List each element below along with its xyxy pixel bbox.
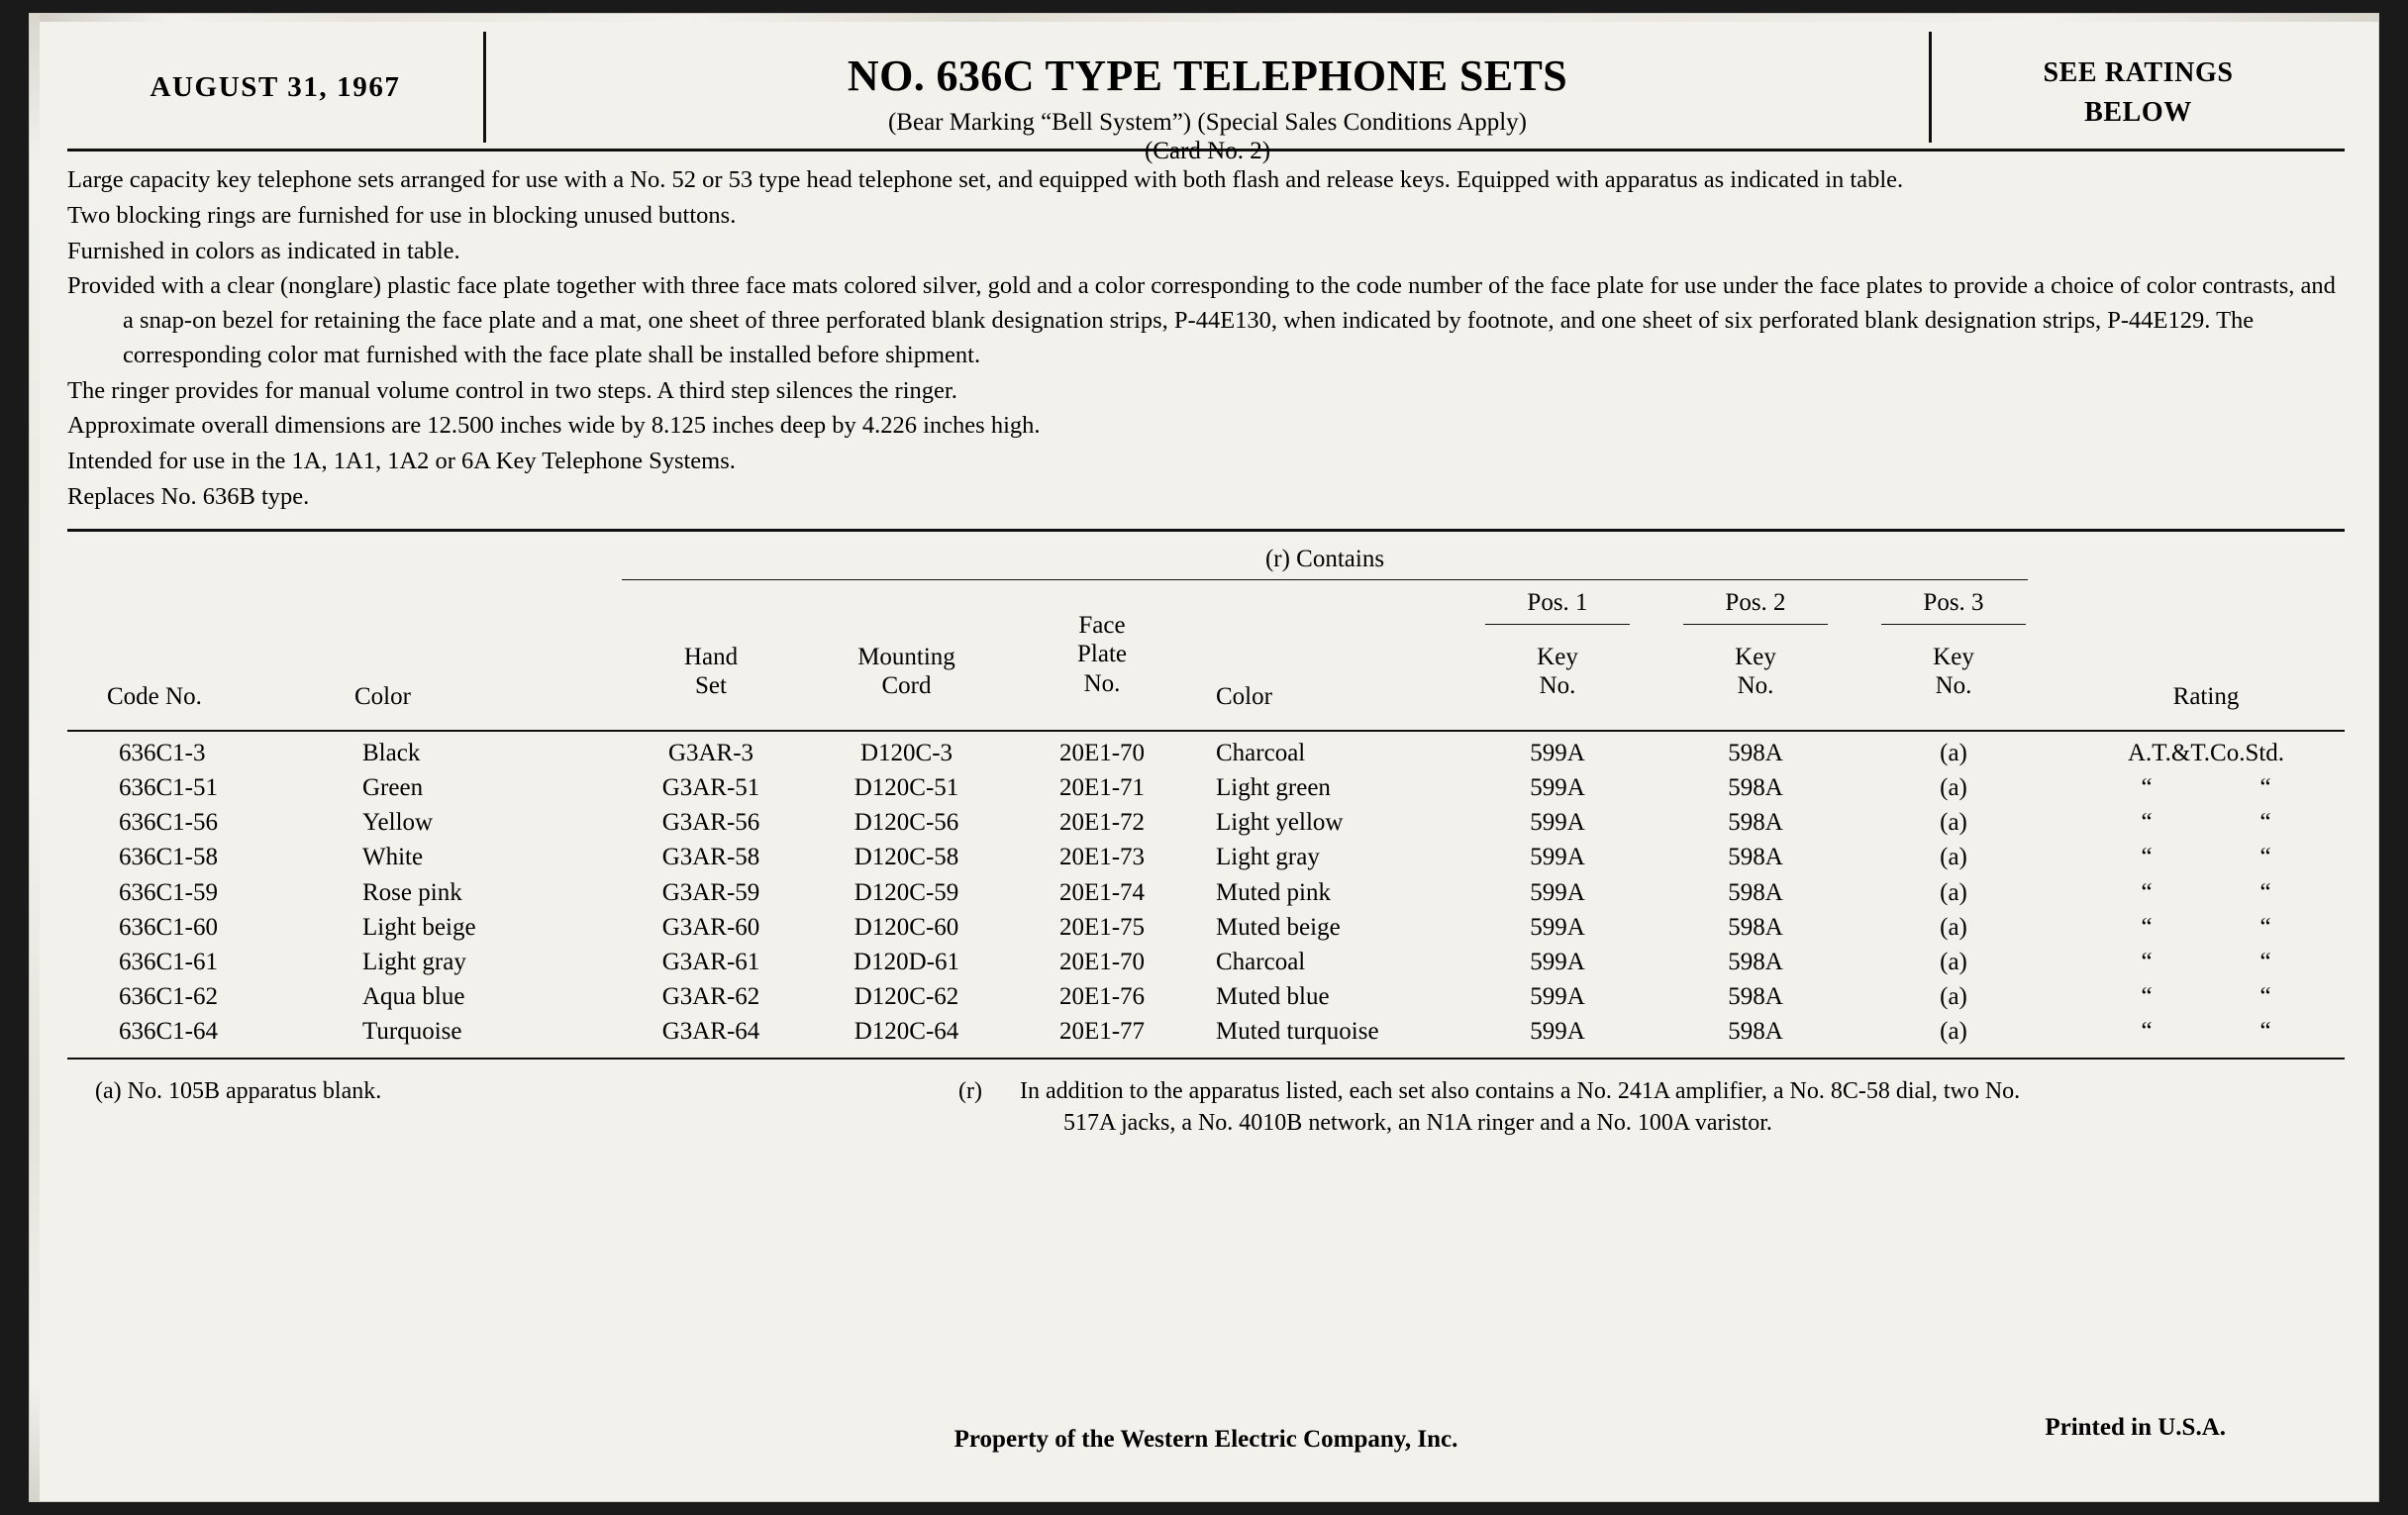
cell-face-plate-no: 20E1-74: [1058, 878, 1146, 906]
cell-color: Black: [362, 739, 421, 766]
cell-mounting-cord: D120C-58: [853, 844, 959, 871]
footnote-r: [958, 1075, 2364, 1140]
document-page: [30, 14, 2378, 1501]
note-paragraph: [67, 445, 2345, 479]
cell-mounting-cord: D120C-56: [853, 809, 959, 837]
col-header-hand-set-line1: Hand: [683, 643, 739, 670]
table-row: [67, 809, 2345, 844]
cell-key-no-3: (a): [1940, 844, 1967, 871]
pos-1-label: Pos. 1: [1527, 588, 1588, 616]
note-line: before shipment.: [817, 341, 981, 368]
note-paragraph: [67, 269, 2345, 372]
cell-key-no-3: (a): [1940, 878, 1967, 906]
col-header-color: Color: [354, 682, 411, 710]
footnote-r-line-1: In addition to the apparatus listed, each set also contains a No. 241A amplifier, a No. 8C-58 dial, two No.: [1020, 1077, 2021, 1104]
header-date: AUGUST 31, 1967: [150, 70, 401, 103]
cell-rating-ditto-2: “: [2259, 774, 2271, 801]
cell-key-no-2: 598A: [1728, 739, 1783, 766]
pos-3-label: Pos. 3: [1923, 588, 1984, 616]
col-header-face-plate-line2: Plate: [1077, 641, 1127, 668]
cell-rating-ditto-2: “: [2259, 1018, 2271, 1046]
cell-key-no-3: (a): [1940, 809, 1967, 837]
cell-code-no: 636C1-61: [119, 948, 218, 975]
col-header-face-plate-line1: Face: [1078, 611, 1126, 639]
description-notes: [67, 163, 2345, 515]
cell-hand-set: G3AR-61: [661, 948, 760, 975]
cell-code-no: 636C1-56: [119, 809, 218, 837]
note-paragraph: [67, 163, 2345, 198]
col-header-code-no: Code No.: [107, 682, 202, 710]
cell-hand-set: G3AR-3: [667, 739, 754, 766]
cell-key-no-2: 598A: [1728, 913, 1783, 941]
cell-rating: [2057, 983, 2355, 1011]
cell-face-plate-no: 20E1-73: [1058, 844, 1146, 871]
cell-key-no-2: 598A: [1728, 948, 1783, 975]
ratings-note-line-1: SEE RATINGS: [2043, 57, 2234, 88]
col-header-key-no-1: [1483, 643, 1632, 701]
cell-mounting-cord: D120C-3: [859, 739, 953, 766]
cell-rating-ditto-1: “: [2141, 948, 2153, 975]
cell-face-plate-no: 20E1-71: [1058, 774, 1146, 801]
col-header-rating: Rating: [2172, 682, 2240, 710]
col-header-face-plate-no: [1013, 611, 1191, 699]
cell-rating-ditto-1: “: [2141, 913, 2153, 941]
pos-3-rule: [1881, 624, 2026, 625]
note-line: Large capacity key telephone sets arranged for use with a No. 52 or 53 type head telephone set, and equipped with both flash and release keys. Equipped with apparatus as: [67, 166, 1725, 193]
page-header: [67, 32, 2345, 164]
cell-rating-ditto-2: “: [2259, 878, 2271, 906]
note-line: The ringer provides for manual volume control in two steps. A third step silences the ringer.: [67, 376, 957, 404]
cell-rating-ditto-2: “: [2259, 983, 2271, 1011]
cell-contains-color: Light green: [1216, 774, 1331, 801]
cell-key-no-1: 599A: [1530, 809, 1585, 837]
note-line: the face plates to provide a choice of color contrasts, and a snap-on bezel for retaining the face plate and a mat, one sheet of three perforated blank designation strips, P-44E130,: [123, 272, 2336, 335]
cell-hand-set: G3AR-58: [661, 844, 760, 871]
cell-rating: [2057, 740, 2355, 767]
note-line: when indicated by footnote, and one sheet of six perforated blank designation strips, P-44E129. The corresponding color mat furnished with the face plate shall be installed: [123, 307, 2255, 368]
cell-key-no-2: 598A: [1728, 1018, 1783, 1046]
table-row: [67, 774, 2345, 809]
col-header-mounting-cord: [800, 643, 1013, 701]
table-bottom-rule: [67, 1058, 2345, 1060]
note-line: Approximate overall dimensions are 12.500 inches wide by 8.125 inches deep by 4.226 inches high.: [67, 412, 1041, 440]
footnote-r-body: [1020, 1075, 2364, 1140]
cell-color: Green: [362, 774, 424, 801]
cell-hand-set: G3AR-64: [661, 1018, 760, 1046]
col-header-face-plate-line3: No.: [1083, 669, 1121, 697]
note-line: Two blocking rings are furnished for use in blocking unused buttons.: [67, 201, 737, 229]
cell-hand-set: G3AR-51: [661, 774, 760, 801]
cell-color: Rose pink: [362, 878, 462, 906]
cell-rating: [2057, 844, 2355, 871]
cell-rating-ditto-1: “: [2141, 809, 2153, 837]
contains-group-rule: [622, 579, 2028, 580]
cell-key-no-3: (a): [1940, 913, 1967, 941]
cell-key-no-1: 599A: [1530, 844, 1585, 871]
pos-1-rule: [1485, 624, 1630, 625]
cell-mounting-cord: D120C-62: [853, 983, 959, 1011]
note-paragraph: [67, 409, 2345, 444]
cell-code-no: 636C1-60: [119, 913, 218, 941]
cell-mounting-cord: D120C-60: [853, 913, 959, 941]
note-line: Replaces No. 636B type.: [67, 483, 310, 511]
note-paragraph: [67, 480, 2345, 515]
cell-code-no: 636C1-51: [119, 774, 218, 801]
cell-rating-ditto-2: “: [2259, 809, 2271, 837]
cell-rating-ditto-1: “: [2141, 983, 2153, 1011]
cell-rating-ditto-1: “: [2141, 844, 2153, 871]
cell-face-plate-no: 20E1-77: [1058, 1018, 1146, 1046]
cell-key-no-3: (a): [1940, 774, 1967, 801]
col-header-hand-set-line2: Set: [695, 672, 727, 700]
scan-edge-left: [30, 14, 40, 1501]
page-subtitle-2: (Card No. 2): [1144, 137, 1271, 164]
cell-key-no-3: (a): [1940, 1018, 1967, 1046]
note-paragraph: [67, 235, 2345, 269]
cell-contains-color: Muted beige: [1216, 913, 1341, 941]
page-title: NO. 636C TYPE TELEPHONE SETS: [847, 51, 1568, 100]
page-subtitle-1: (Bear Marking “Bell System”) (Special Sales Conditions Apply): [887, 109, 1528, 137]
cell-color: Aqua blue: [362, 983, 465, 1011]
cell-color: White: [362, 844, 424, 871]
cell-color: Turquoise: [362, 1018, 462, 1046]
cell-code-no: 636C1-62: [119, 983, 218, 1011]
cell-rating: [2057, 809, 2355, 837]
pos-2-rule: [1683, 624, 1828, 625]
cell-mounting-cord: D120C-51: [853, 774, 959, 801]
cell-code-no: 636C1-3: [119, 739, 206, 766]
ratings-note-line-2: BELOW: [2084, 97, 2192, 128]
header-ratings-cell: [1929, 32, 2345, 143]
cell-key-no-2: 598A: [1728, 844, 1783, 871]
pos-2-label: Pos. 2: [1725, 588, 1786, 616]
cell-key-no-1: 599A: [1530, 948, 1585, 975]
col-header-hand-set: [622, 643, 800, 701]
cell-rating: [2057, 1018, 2355, 1046]
col-header-key-no-3: [1879, 643, 2028, 701]
cell-code-no: 636C1-59: [119, 878, 218, 906]
cell-mounting-cord: D120D-61: [853, 948, 959, 975]
table-row: [67, 914, 2345, 949]
cell-contains-color: Light yellow: [1216, 809, 1344, 837]
col-header-key-no-3-line2: No.: [1935, 672, 1972, 700]
col-header-mounting-cord-line1: Mounting: [857, 643, 955, 670]
cell-color: Yellow: [362, 809, 434, 837]
cell-rating: [2057, 949, 2355, 976]
footnote-r-marker: (r): [958, 1077, 982, 1104]
cell-key-no-2: 598A: [1728, 878, 1783, 906]
note-paragraph: [67, 199, 2345, 234]
cell-hand-set: G3AR-59: [661, 878, 760, 906]
cell-key-no-2: 598A: [1728, 809, 1783, 837]
cell-rating: [2057, 774, 2355, 802]
col-header-key-no-2-line2: No.: [1737, 672, 1774, 700]
cell-rating-primary: A.T.&T.Co.Std.: [2127, 739, 2285, 766]
cell-rating-ditto-1: “: [2141, 878, 2153, 906]
col-header-key-no-2: [1681, 643, 1830, 701]
cell-key-no-1: 599A: [1530, 913, 1585, 941]
table-row: [67, 740, 2345, 774]
note-paragraph: [67, 374, 2345, 409]
cell-rating-ditto-1: “: [2141, 1018, 2153, 1046]
cell-contains-color: Charcoal: [1216, 739, 1306, 766]
col-header-key-no-3-line1: Key: [1933, 643, 1974, 670]
footer-property-notice: Property of the Western Electric Company, Inc.: [953, 1426, 1458, 1453]
cell-key-no-1: 599A: [1530, 983, 1585, 1011]
cell-mounting-cord: D120C-59: [853, 878, 959, 906]
col-header-mounting-cord-line2: Cord: [881, 672, 932, 700]
table-row: [67, 949, 2345, 983]
cell-contains-color: Charcoal: [1216, 948, 1306, 975]
cell-color: Light beige: [362, 913, 476, 941]
cell-key-no-1: 599A: [1530, 878, 1585, 906]
contains-group-label: (r) Contains: [1264, 545, 1385, 572]
note-line: Provided with a clear (nonglare) plastic face plate together with three face mats colored silver, gold and a color corresponding to the code number of the face plate for use under: [67, 272, 1778, 300]
cell-rating-ditto-2: “: [2259, 913, 2271, 941]
cell-face-plate-no: 20E1-70: [1058, 739, 1146, 766]
cell-key-no-3: (a): [1940, 739, 1967, 766]
cell-rating-ditto-2: “: [2259, 844, 2271, 871]
footnote-a: (a) No. 105B apparatus blank.: [95, 1077, 382, 1104]
table-head-bottom-rule: [67, 730, 2345, 732]
spec-table-header: [67, 532, 2345, 740]
cell-key-no-3: (a): [1940, 948, 1967, 975]
col-header-key-no-1-line1: Key: [1537, 643, 1578, 670]
cell-key-no-1: 599A: [1530, 774, 1585, 801]
note-line: indicated in table.: [1730, 166, 1904, 193]
cell-key-no-1: 599A: [1530, 1018, 1585, 1046]
cell-color: Light gray: [362, 948, 466, 975]
footnote-r-line-2: 517A jacks, a No. 4010B network, an N1A ringer and a No. 100A varistor.: [1063, 1109, 1772, 1136]
table-row: [67, 983, 2345, 1018]
table-row: [67, 879, 2345, 914]
cell-contains-color: Muted turquoise: [1216, 1018, 1379, 1046]
header-date-cell: [67, 32, 486, 143]
header-title-cell: [486, 32, 1929, 164]
col-header-key-no-1-line2: No.: [1539, 672, 1576, 700]
note-line: Intended for use in the 1A, 1A1, 1A2 or 6A Key Telephone Systems.: [67, 448, 736, 475]
cell-face-plate-no: 20E1-72: [1058, 809, 1146, 837]
cell-rating: [2057, 914, 2355, 942]
cell-mounting-cord: D120C-64: [853, 1018, 959, 1046]
scan-edge-top: [30, 14, 2378, 22]
footer-printed-in: Printed in U.S.A.: [2045, 1414, 2226, 1441]
table-row: [67, 1018, 2345, 1053]
cell-key-no-1: 599A: [1530, 739, 1585, 766]
cell-contains-color: Light gray: [1216, 844, 1320, 871]
col-header-contains-color: Color: [1216, 682, 1272, 710]
col-header-key-no-2-line1: Key: [1735, 643, 1776, 670]
table-row: [67, 844, 2345, 878]
cell-key-no-2: 598A: [1728, 774, 1783, 801]
cell-code-no: 636C1-58: [119, 844, 218, 871]
cell-hand-set: G3AR-60: [661, 913, 760, 941]
cell-rating-ditto-2: “: [2259, 948, 2271, 975]
cell-key-no-3: (a): [1940, 983, 1967, 1011]
cell-hand-set: G3AR-56: [661, 809, 760, 837]
cell-contains-color: Muted blue: [1216, 983, 1330, 1011]
cell-code-no: 636C1-64: [119, 1018, 218, 1046]
cell-key-no-2: 598A: [1728, 983, 1783, 1011]
spec-table-body: [67, 740, 2345, 1054]
cell-rating-ditto-1: “: [2141, 774, 2153, 801]
cell-contains-color: Muted pink: [1216, 878, 1331, 906]
cell-face-plate-no: 20E1-76: [1058, 983, 1146, 1011]
note-line: Furnished in colors as indicated in table.: [67, 237, 460, 264]
cell-hand-set: G3AR-62: [661, 983, 760, 1011]
cell-face-plate-no: 20E1-75: [1058, 913, 1146, 941]
cell-rating: [2057, 879, 2355, 907]
cell-face-plate-no: 20E1-70: [1058, 948, 1146, 975]
